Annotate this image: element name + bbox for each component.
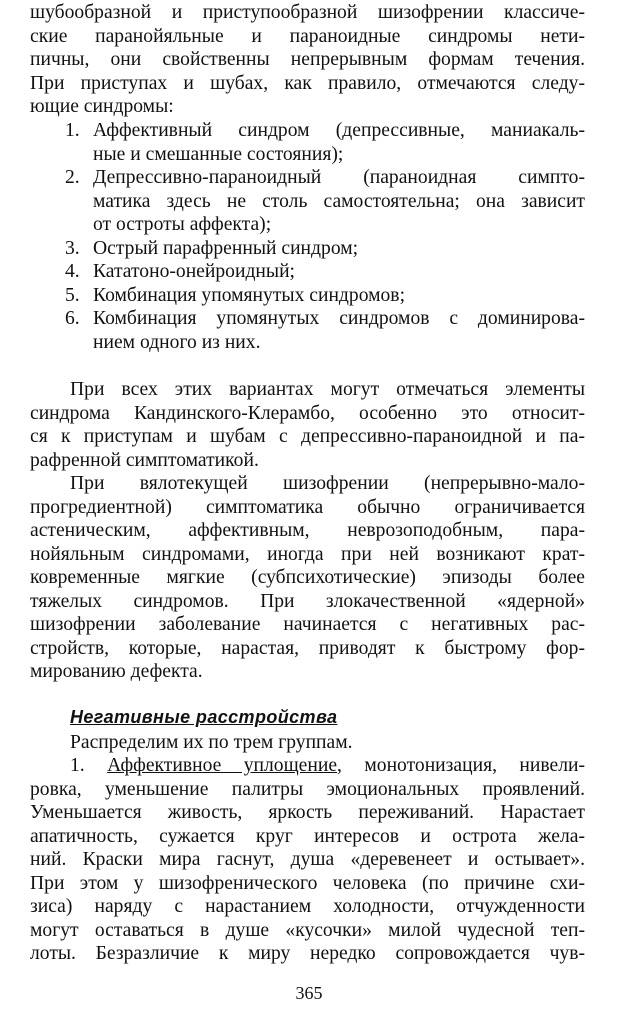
subintro-line [70, 731, 353, 755]
text-line: ровка, уменьшение палитры эмоциональных проявлений. [30, 778, 585, 800]
text-line: При всех этих вариантах могут отмечаться элементы [70, 379, 585, 400]
list-item [65, 119, 585, 166]
text-line: нием одного из них. [93, 331, 261, 353]
list-number: 6. [65, 308, 80, 329]
list-item [65, 260, 585, 284]
text-line: ся к приступам и шубам с депрессивно-параноидной и па- [30, 426, 585, 447]
text-line: зиса) наряду с нарастанием холодности, отчужденности [30, 896, 585, 917]
text-line: Острый парафренный синдром; [93, 237, 359, 259]
text-line: Комбинация упомянутых синдромов с доминирова- [93, 308, 585, 329]
text-line: Уменьшается живость, яркость переживаний. Нарастает [30, 802, 585, 823]
text-line: тяжелых синдромов. При злокачественной «ядерной» [30, 590, 585, 612]
text-line: При этом у шизофренического человека (по причине схи- [30, 872, 585, 894]
text-line: шубообразной и приступообразной шизофрении классиче- [30, 2, 585, 23]
text-line: ний. Краски мира гаснут, душа «деревенеет и остывает». [30, 849, 585, 870]
list-item [65, 166, 585, 237]
text-line: рафренной симптоматикой. [30, 449, 259, 471]
list-item [65, 284, 585, 308]
list-number: 2. [65, 167, 80, 188]
text-line: Депрессивно-параноидный (параноидная симпто- [93, 167, 585, 188]
paragraph-sluggish [30, 472, 585, 684]
text-line: При вялотекущей шизофрении (непрерывно-мало- [70, 473, 585, 494]
text-line: лоты. Безразличие к миру нередко сопровождается чув- [30, 943, 585, 964]
item-number: 1. [70, 755, 85, 776]
text-line: матика здесь не столь самостоятельна; она зависит [93, 190, 585, 212]
list-number: 1. [65, 120, 80, 141]
intro-paragraph [30, 1, 585, 119]
text-line: шизофрении заболевание начинается с негативных рас- [30, 614, 585, 635]
text-line: синдрома Кандинского-Клерамбо, особенно это относит- [30, 402, 585, 424]
paragraph-kandinsky [30, 378, 585, 472]
list-number: 3. [65, 237, 80, 259]
text-line: стройств, которые, нарастая, приводят к быстрому фор- [30, 637, 585, 659]
text-line: от остроты аффекта); [93, 214, 272, 235]
list-item [65, 237, 585, 261]
text-line: Распределим их по трем группам. [70, 732, 353, 753]
text-line: нойяльным синдромами, иногда при ней возникают крат- [30, 543, 585, 565]
text-line: Комбинация упомянутых синдромов; [93, 284, 406, 306]
text-line: прогредиентной) симптоматика обычно ограничивается [30, 496, 585, 518]
text-line: астеническим, аффективным, неврозоподобным, пара- [30, 520, 585, 541]
text-line: могут оставаться в душе «кусочки» милой чудесной теп- [30, 919, 585, 941]
syndrome-list [65, 119, 585, 354]
section-heading: Негативные расстройства [70, 707, 338, 727]
text-fragment: , монотонизация, нивели- [337, 755, 586, 776]
list-item [65, 307, 585, 354]
underlined-term: Аффективное уплощение [107, 755, 338, 776]
text-line-first [30, 754, 585, 778]
text-line: ские паранойяльные и параноидные синдромы нети- [30, 25, 585, 47]
paragraph-affective-flattening [30, 754, 585, 966]
text-line: апатичность, сужается круг интересов и острота жела- [30, 825, 585, 847]
text-line: мированию дефекта. [30, 661, 203, 682]
list-number: 4. [65, 261, 80, 282]
text-line: ющие синдромы: [30, 96, 174, 117]
text-line: Аффективный синдром (депрессивные, маниакаль- [93, 120, 585, 141]
text-line: При приступах и шубах, как правило, отмечаются следу- [30, 72, 585, 94]
text-line: ковременные мягкие (субпсихотические) эпизоды более [30, 567, 585, 588]
text-line: пичны, они свойственны непрерывным формам течения. [30, 49, 585, 70]
text-line: ные и смешанные состояния); [93, 143, 344, 165]
text-line: Кататоно-онейроидный; [93, 261, 295, 282]
list-number: 5. [65, 284, 80, 306]
page-number: 365 [295, 983, 323, 1003]
